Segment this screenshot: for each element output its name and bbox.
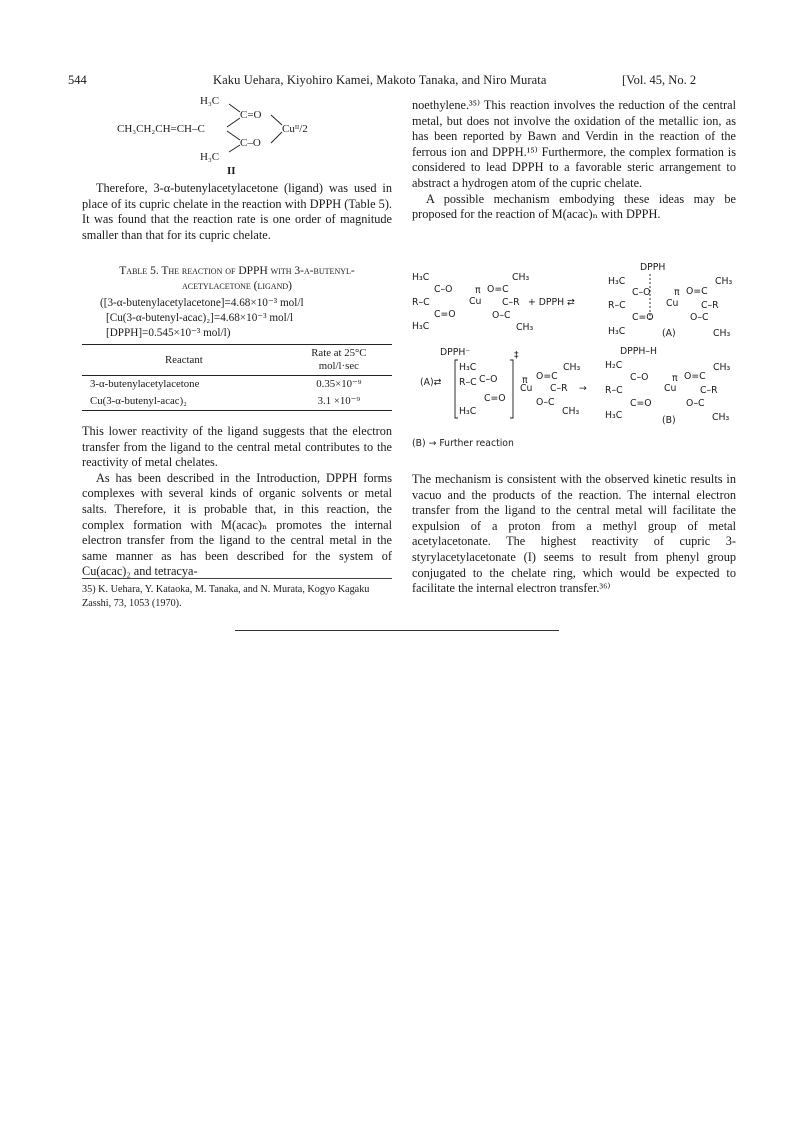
svg-text:R–C: R–C [459,377,477,388]
svg-text:C–R: C–R [550,383,568,394]
structure-II-diagram [82,90,392,178]
svg-text:+ DPPH ⇄: + DPPH ⇄ [528,297,575,308]
table-header-rate: Rate at 25°C mol/l·sec [286,345,392,376]
table-cell-reactant: 3-α-butenylacetylacetone [90,378,200,390]
table-row [82,376,392,394]
svg-text:C–R: C–R [502,297,520,308]
svg-text:H₃C: H₃C [608,326,626,337]
svg-text:π: π [522,375,528,386]
table-cell-rate: 3.1 ×10⁻⁹ [286,393,392,411]
mechanism-transition-state [420,347,587,418]
svg-text:DPPH: DPPH [640,262,666,273]
svg-text:CH₃: CH₃ [512,272,530,283]
svg-text:DPPH–H: DPPH–H [620,346,658,357]
svg-text:C–R: C–R [701,300,719,311]
svg-text:(B): (B) [662,415,676,426]
mechanism-reactant [412,272,575,333]
struct-label: H₃C [200,151,220,163]
struct-label: C–O [240,137,261,149]
right-paragraphs-1-2: noethylene.³⁵⁾ This reaction involves the reduction of the central metal, but does not involve the oxidation of the metallic ion, as has been reported by Bawn and Verdin in the reaction of the ferrous ion and DPPH.¹⁵⁾ Furthermore, the complex formation is considered to lead DPPH to a favorable steric arrangement to abstract a hydrogen atom of the cupric chelate. A possible mechanism embodying these ideas may be proposed for the reaction of M(acac)ₙ with DPPH. [412,98,736,222]
mechanism-product-B [605,346,730,426]
svg-text:CH₃: CH₃ [715,276,733,287]
svg-text:H₃C: H₃C [459,362,477,373]
svg-text:O=C: O=C [536,371,558,382]
svg-text:CH₃: CH₃ [712,412,730,423]
svg-text:R–C: R–C [608,300,626,311]
svg-text:O=C: O=C [684,371,706,382]
table-cell-rate: 0.35×10⁻⁹ [316,378,362,390]
svg-text:O=C: O=C [487,284,509,295]
svg-text:π: π [672,373,678,384]
svg-text:C=O: C=O [632,312,654,323]
svg-text:H₃C: H₃C [608,276,626,287]
right-paragraph-3: The mechanism is consistent with the observed kinetic results in vacuo and the products of the reaction. The internal electron transfer from the ligand to the central metal will facilitate the expulsion of a proton from a methyl group of metal acetylacetonate. The highest reactivity of cupric 3-styrylacetylacetonate (I) seems to result from phenyl group conjugated to the chelate ring, which would be expected to facilitate the internal electron transfer.³⁶⁾ [412,472,736,596]
mechanism-intermediate-A [608,262,732,339]
svg-text:R–C: R–C [605,385,623,396]
struct-label: Cuᴵᴵ/2 [282,123,308,135]
svg-text:π: π [475,285,481,296]
footnote-35: 35) K. Uehara, Y. Kataoka, M. Tanaka, and N. Murata, Kogyo Kagaku Zasshi, 73, 1053 (1970). [82,578,392,610]
table-cell-reactant: Cu(3-α-butenyl-acac)₂ [82,393,286,411]
struct-label: C=O [240,109,262,121]
svg-text:C–O: C–O [632,287,651,298]
svg-text:H₃C: H₃C [412,272,430,283]
struct-label: CH₃CH₂CH=CH–C [117,123,205,135]
svg-text:Cu: Cu [664,383,677,394]
svg-text:(A)⇄: (A)⇄ [420,377,442,388]
svg-text:H₃C: H₃C [459,406,477,417]
svg-text:O–C: O–C [536,397,555,408]
svg-text:O–C: O–C [492,310,511,321]
svg-text:CH₃: CH₃ [516,322,534,333]
table-caption: Table 5. The reaction of DPPH with 3-α-butenyl- acetylacetone (ligand) [119,265,355,292]
svg-text:Cu: Cu [469,296,482,307]
svg-text:Cu: Cu [666,298,679,309]
left-paragraphs-2-3: This lower reactivity of the ligand suggests that the electron transfer from the ligand to the central metal contributes to the reactivity of metal chelates. As has been described in the Introduction, DPPH forms complexes with several kinds of organic solvents or metal salts. Therefore, it is probable that, in this reaction, the complex formation with M(acac)ₙ promotes the internal electron transfer from the ligand to the central metal in the same manner as has been described for the system of Cu(acac)₂ and tetracya- [82,424,392,579]
struct-label: H₃C [200,95,220,107]
svg-text:C=O: C=O [630,398,652,409]
svg-text:C–O: C–O [434,284,453,295]
svg-text:Cu: Cu [520,383,533,394]
svg-text:R–C: R–C [412,297,430,308]
running-head-volume: [Vol. 45, No. 2 [622,73,697,87]
running-head-authors: Kaku Uehara, Kiyohiro Kamei, Makoto Tanaka, and Niro Murata [213,73,547,87]
page-number: 544 [68,73,87,87]
left-paragraph-1: Therefore, 3-α-butenylacetylacetone (ligand) was used in place of its cupric chelate in the reaction with DPPH (Table 5). It was found that the reaction rate is one order of magnitude smaller than that for its cupric chelate. [82,181,392,242]
table-row [82,393,392,411]
svg-text:C–R: C–R [700,385,718,396]
end-rule [235,630,559,631]
table-condition: [Cu(3-α-butenyl-acac)₂]=4.68×10⁻³ mol/l [106,312,293,324]
table-condition: [DPPH]=0.545×10⁻³ mol/l) [106,327,231,339]
svg-text:CH₃: CH₃ [563,362,581,373]
svg-text:H₃C: H₃C [412,321,430,332]
svg-text:H₂C: H₂C [605,360,623,371]
table-5 [82,344,392,411]
svg-text:‡: ‡ [514,350,519,361]
svg-text:O=C: O=C [686,286,708,297]
compound-number: II [227,165,236,177]
svg-text:O–C: O–C [686,398,705,409]
svg-text:CH₃: CH₃ [562,406,580,417]
svg-text:π: π [674,287,680,298]
svg-text:DPPH⁻: DPPH⁻ [440,347,471,358]
table-header-reactant: Reactant [82,345,286,376]
svg-text:O–C: O–C [690,312,709,323]
svg-text:H₃C: H₃C [605,410,623,421]
svg-text:(A): (A) [662,328,676,339]
further-reaction-note: (B) → Further reaction [412,438,514,449]
svg-text:CH₃: CH₃ [713,328,731,339]
svg-text:CH₃: CH₃ [713,362,731,373]
svg-text:C=O: C=O [484,393,506,404]
svg-text:C–O: C–O [479,374,498,385]
svg-text:→: → [579,383,587,394]
table-condition: ([3-α-butenylacetylacetone]=4.68×10⁻³ mol/l [100,297,304,309]
svg-text:C–O: C–O [630,372,649,383]
svg-text:C=O: C=O [434,309,456,320]
reaction-mechanism-diagram [412,258,740,458]
